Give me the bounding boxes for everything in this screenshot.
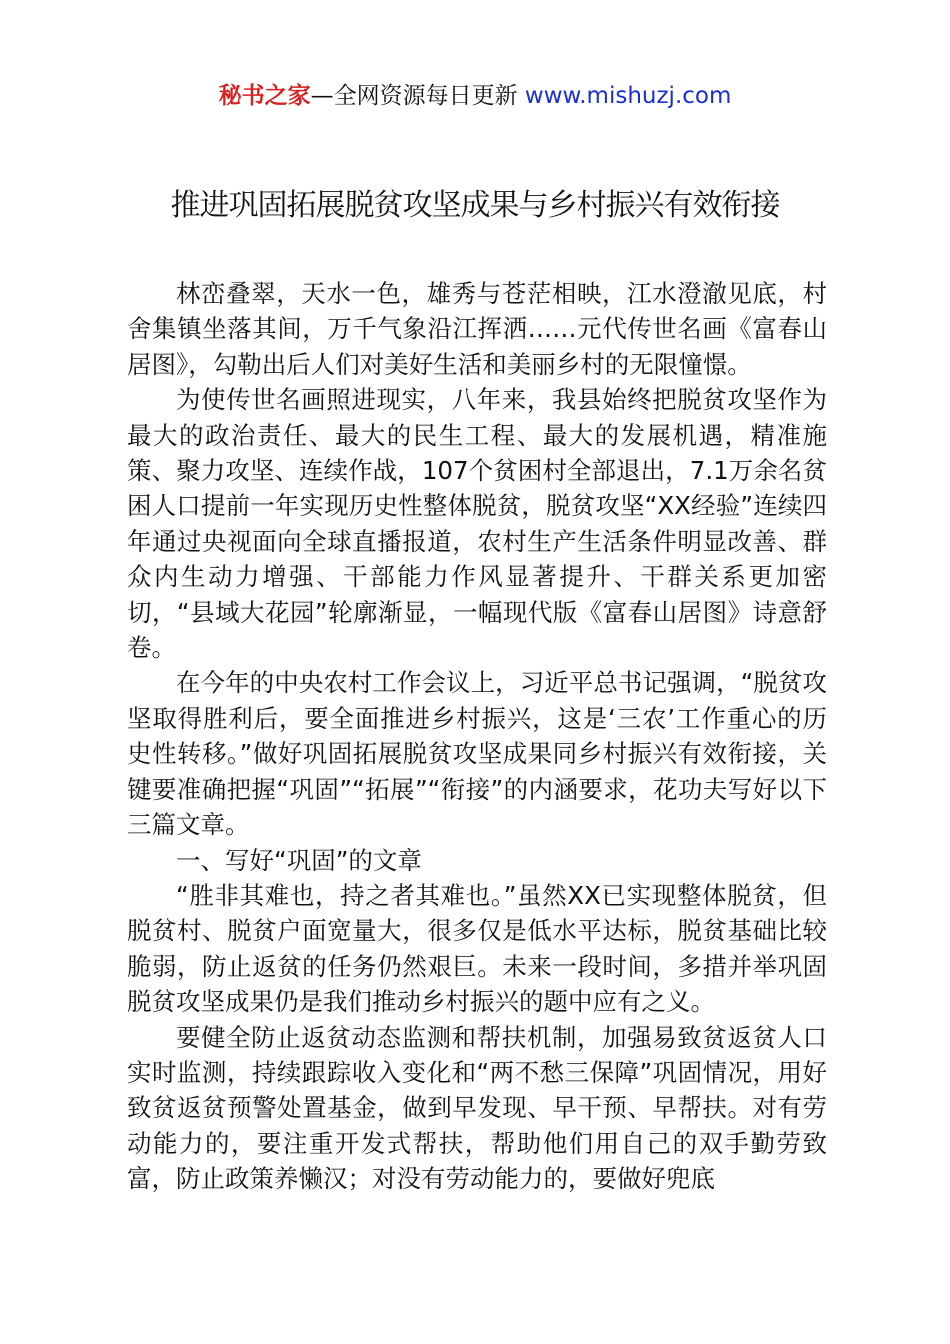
paragraph-3: 在今年的中央农村工作会议上，习近平总书记强调，“脱贫攻坚取得胜利后，要全面推进乡村振兴，这是‘三农’工作重心的历史性转移。”做好巩固拓展脱贫攻坚成果同乡村振兴有效衔接，关键要准确把握“巩固”“拓展”“衔接”的内涵要求，花功夫写好以下三篇文章。	[127, 668, 827, 840]
site-url-link[interactable]: www.mishuzj.com	[524, 83, 732, 109]
document-title: 推进巩固拓展脱贫攻坚成果与乡村振兴有效衔接	[170, 188, 780, 223]
brand-name: 秘书之家	[218, 83, 311, 109]
paragraph-4: “胜非其难也，持之者其难也。”虽然XX已实现整体脱贫，但脱贫村、脱贫户面宽量大，很多仅是低水平达标，脱贫基础比较脆弱，防止返贫的任务仍然艰巨。未来一段时间，多措并举巩固脱贫攻坚成果仍是我们推动乡村振兴的题中应有之义。	[127, 880, 827, 1017]
site-header	[0, 80, 950, 112]
section-heading-1: 一、写好“巩固”的文章	[176, 845, 422, 875]
paragraph-5: 要健全防止返贫动态监测和帮扶机制，加强易致贫返贫人口实时监测，持续跟踪收入变化和“两不愁三保障”巩固情况，用好致贫返贫预警处置基金，做到早发现、早干预、早帮扶。对有劳动能力的，要注重开发式帮扶，帮助他们用自己的双手勤劳致富，防止政策养懒汉；对没有劳动能力的，要做好兜底	[127, 1022, 827, 1194]
paragraph-1: 林峦叠翠，天水一色，雄秀与苍茫相映，江水澄澈见底，村舍集镇坐落其间，万千气象沿江挥洒……元代传世名画《富春山居图》，勾勒出后人们对美好生活和美丽乡村的无限憧憬。	[127, 279, 827, 379]
document-body	[127, 276, 827, 1197]
paragraph-2: 为使传世名画照进现实，八年来，我县始终把脱贫攻坚作为最大的政治责任、最大的民生工程、最大的发展机遇，精准施策、聚力攻坚、连续作战，107个贫困村全部退出，7.1万余名贫困人口提前一年实现历史性整体脱贫，脱贫攻坚“XX经验”连续四年通过央视面向全球直播报道，农村生产生活条件明显改善、群众内生动力增强、干部能力作风显著提升、干群关系更加密切，“县域大花园”轮廓渐显，一幅现代版《富春山居图》诗意舒卷。	[127, 385, 827, 663]
site-slogan: —全网资源每日更新	[310, 83, 518, 109]
